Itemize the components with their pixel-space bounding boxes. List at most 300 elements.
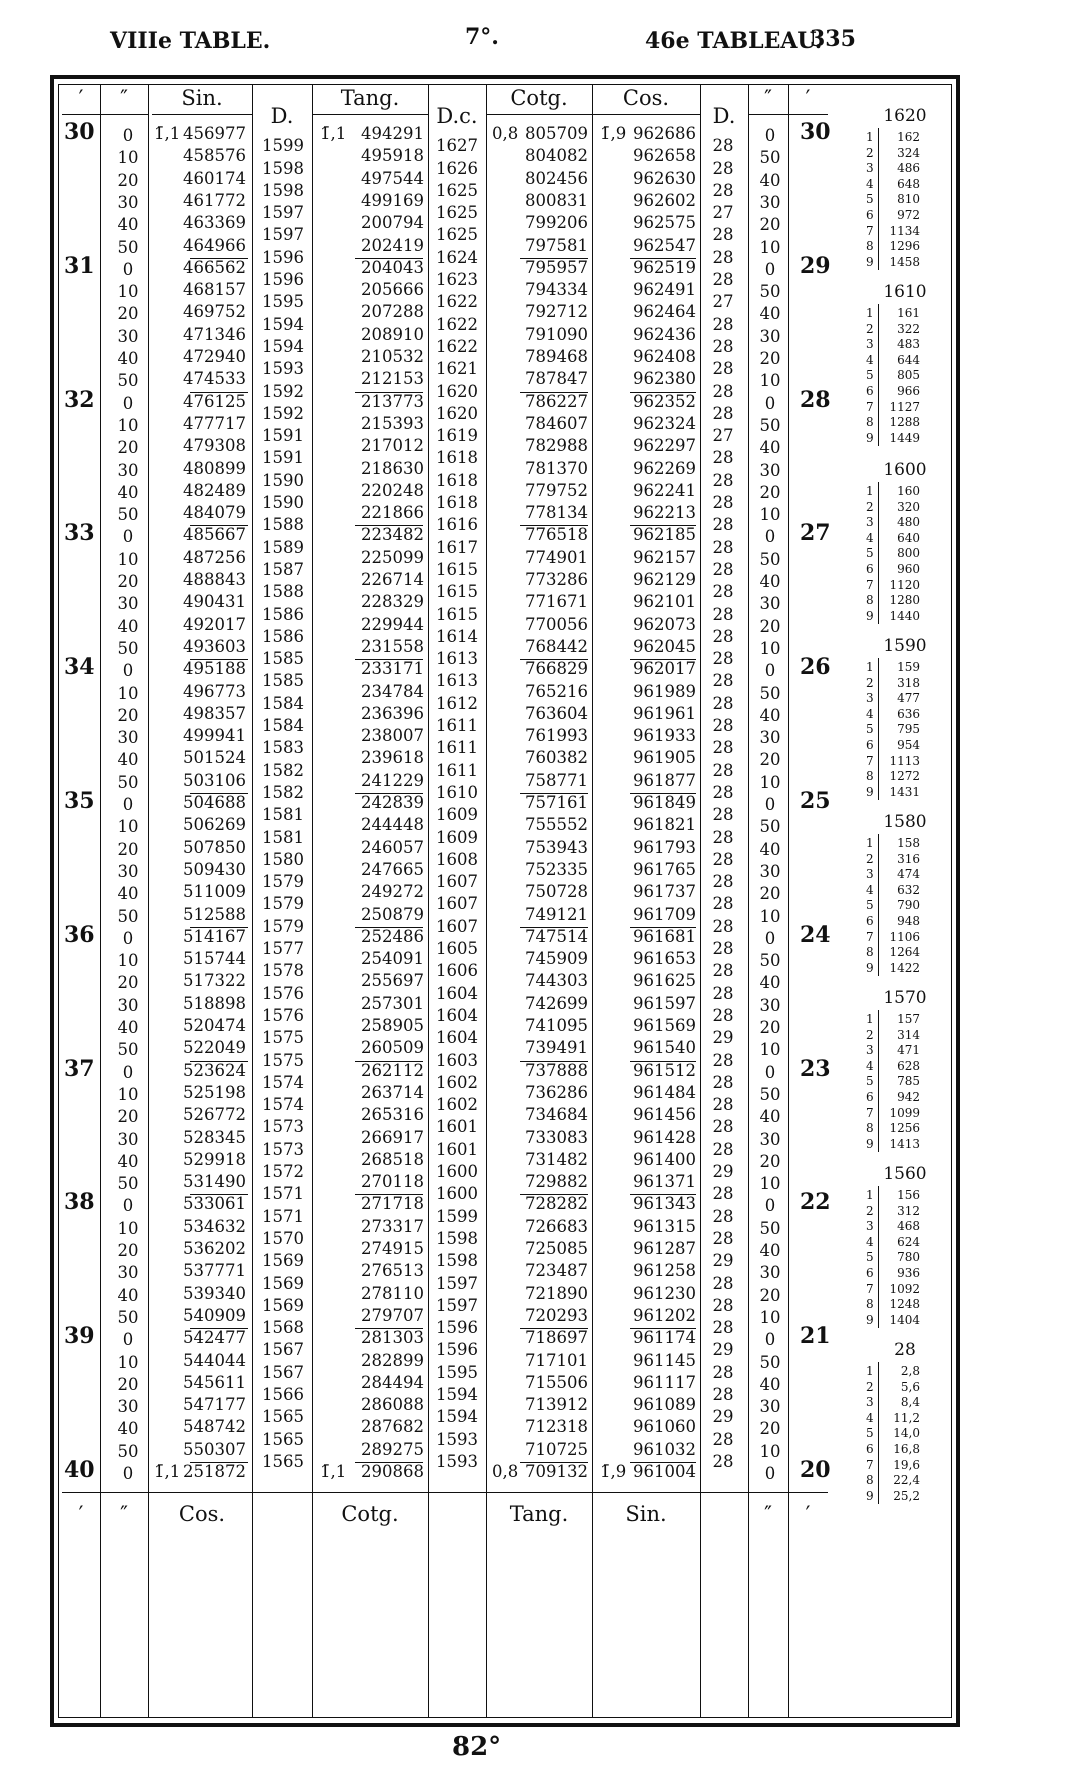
pp-digit: 2	[866, 1203, 874, 1218]
d-c: 1617	[436, 537, 478, 557]
cos-value: 962185	[633, 525, 696, 545]
d-cos: 28	[712, 760, 734, 780]
sin-value: 476125	[183, 391, 246, 411]
tang-value: 212153	[361, 369, 424, 389]
pp-value: 158	[897, 836, 920, 850]
pp-row	[866, 239, 920, 255]
d-cos: 28	[712, 849, 734, 869]
pp-digit: 3	[866, 1219, 874, 1234]
second-right: 50	[759, 1084, 781, 1104]
pp-value: 1431	[889, 784, 920, 799]
pp-row	[866, 384, 920, 400]
second-right: 0	[764, 1464, 776, 1483]
d-cos: 28	[712, 493, 734, 513]
cos-value: 962269	[633, 458, 696, 478]
cotg-value: 768442	[525, 636, 588, 656]
cotg-value: 736286	[525, 1082, 588, 1102]
pp-row	[866, 515, 920, 531]
cotg-value: 749121	[525, 904, 588, 924]
pp-value: 1458	[889, 254, 920, 269]
pp-value: 805	[897, 368, 920, 383]
pp-row	[866, 1137, 920, 1153]
d-cos: 28	[712, 1295, 734, 1315]
tang-value: 234784	[361, 681, 424, 701]
column-header: D.c.	[436, 104, 478, 128]
second-right: 0	[764, 1196, 776, 1216]
tang-value: 287682	[361, 1417, 424, 1437]
column-footer: ″	[120, 1502, 128, 1526]
second-left: 10	[117, 1352, 139, 1372]
cos-value: 961877	[633, 770, 696, 790]
tang-value: 282899	[361, 1350, 424, 1370]
sin-value: 518898	[183, 993, 246, 1013]
cotg-value: 713912	[525, 1395, 588, 1415]
second-right: 30	[759, 326, 781, 346]
tang-value: 208910	[361, 324, 424, 344]
second-right: 0	[764, 126, 776, 145]
tang-value: 497544	[361, 168, 424, 188]
second-left: 40	[117, 1151, 139, 1171]
d-c: 1615	[436, 582, 478, 602]
sin-value: 533061	[183, 1194, 246, 1214]
sin-value: 463369	[183, 213, 246, 233]
d-c: 1625	[436, 203, 478, 223]
d-sin: 1582	[262, 782, 304, 802]
pp-row	[866, 1473, 920, 1489]
d-sin: 1575	[262, 1028, 304, 1048]
second-right: 50	[759, 817, 781, 837]
pp-row	[866, 1266, 920, 1282]
d-c: 1607	[436, 916, 478, 936]
d-c: 1615	[436, 604, 478, 624]
tang-value: 241229	[361, 770, 424, 790]
header-center: 7°.	[465, 24, 499, 50]
pp-digit: 8	[866, 945, 874, 960]
pp-row	[866, 1121, 920, 1137]
d-sin: 1580	[262, 849, 304, 869]
d-sin: 1584	[262, 693, 304, 713]
second-left: 20	[117, 705, 139, 725]
column-header: Cotg.	[510, 86, 568, 110]
pp-digit: 3	[866, 867, 874, 882]
tang-value: 271718	[361, 1194, 424, 1214]
cos-value: 961202	[633, 1305, 696, 1325]
d-cos: 28	[712, 782, 734, 802]
sin-value: 496773	[183, 681, 246, 701]
second-left: 50	[117, 371, 139, 391]
column-header: Sin.	[181, 86, 223, 110]
cotg-value: 771671	[525, 592, 588, 612]
sin-value: 461772	[183, 190, 246, 210]
d-cos: 28	[712, 805, 734, 825]
cos-value: 962045	[633, 636, 696, 656]
minute-right: 29	[800, 252, 831, 279]
pp-digit: 8	[866, 239, 874, 254]
pp-digit: 7	[866, 223, 874, 238]
second-right: 50	[759, 683, 781, 703]
sin-value: 460174	[183, 168, 246, 188]
d-cos: 28	[712, 1451, 734, 1471]
d-c: 1627	[436, 136, 478, 156]
sin-prefix: 1̄,1	[154, 1462, 181, 1481]
d-cos: 29	[712, 1162, 734, 1182]
cotg-value: 791090	[525, 324, 588, 344]
pp-header: 1560	[883, 1164, 927, 1184]
d-cos: 28	[712, 158, 734, 178]
d-sin: 1590	[262, 493, 304, 513]
second-left: 40	[117, 1419, 139, 1439]
pp-row	[866, 500, 920, 516]
cotg-value: 760382	[525, 748, 588, 768]
pp-row	[866, 1282, 920, 1298]
cotg-value: 725085	[525, 1239, 588, 1258]
pp-digit: 4	[866, 176, 874, 191]
pp-row	[866, 754, 920, 770]
d-cos: 28	[712, 336, 734, 356]
pp-digit: 2	[866, 1379, 874, 1394]
d-sin: 1587	[262, 559, 304, 579]
cos-value: 961989	[633, 681, 696, 701]
cos-value: 962658	[633, 146, 696, 166]
pp-digit: 9	[866, 1488, 874, 1503]
minute-right: 20	[800, 1457, 831, 1483]
pp-value: 785	[897, 1074, 920, 1089]
pp-digit: 4	[866, 1410, 874, 1425]
cos-value: 961681	[633, 926, 696, 946]
d-cos: 28	[712, 1273, 734, 1293]
pp-value: 936	[897, 1266, 920, 1280]
minute-right: 25	[800, 788, 831, 814]
tang-value: 246057	[361, 837, 424, 857]
d-sin: 1598	[262, 158, 304, 178]
d-sin: 1576	[262, 1005, 304, 1025]
cos-value: 961905	[633, 748, 696, 768]
d-sin: 1573	[262, 1117, 304, 1137]
sin-value: 504688	[183, 793, 246, 812]
column-footer: ′	[78, 1502, 84, 1526]
pp-digit: 8	[866, 593, 874, 608]
tang-value: 239618	[361, 748, 424, 768]
cotg-value: 782988	[525, 436, 588, 456]
cotg-value: 750728	[525, 882, 588, 902]
second-right: 40	[759, 304, 781, 324]
pp-digit: 1	[866, 484, 874, 498]
second-left: 0	[122, 795, 134, 814]
pp-row	[866, 836, 920, 852]
cos-value: 961653	[633, 949, 696, 969]
cotg-value: 784607	[525, 413, 588, 433]
tang-value: 260509	[361, 1038, 424, 1058]
minute-right: 24	[800, 921, 831, 948]
pp-value: 1296	[889, 239, 920, 254]
d-sin: 1581	[262, 805, 304, 825]
second-left: 50	[117, 1174, 139, 1194]
second-right: 30	[759, 1397, 781, 1417]
pp-header: 1600	[883, 460, 927, 480]
column-header: D.	[712, 104, 736, 128]
pp-value: 471	[897, 1043, 920, 1058]
cos-value: 961089	[633, 1395, 696, 1415]
tang-value: 242839	[361, 793, 424, 812]
sin-value: 468157	[183, 280, 246, 300]
second-right: 10	[759, 638, 781, 658]
pp-digit: 7	[866, 929, 874, 944]
pp-value: 22,4	[893, 1473, 920, 1488]
pp-value: 16,8	[893, 1442, 920, 1456]
pp-digit: 2	[866, 1027, 874, 1042]
d-c: 1594	[436, 1407, 478, 1427]
cotg-value: 800831	[525, 190, 588, 210]
d-sin: 1590	[262, 470, 304, 490]
tang-value: 207288	[361, 302, 424, 322]
cos-value: 961793	[633, 837, 696, 857]
sin-value: 528345	[183, 1127, 246, 1147]
second-left: 10	[117, 1084, 139, 1104]
pp-digit: 1	[866, 306, 874, 320]
second-right: 30	[759, 192, 781, 212]
pp-value: 1413	[889, 1136, 920, 1151]
second-right: 30	[759, 1263, 781, 1283]
d-c: 1618	[436, 493, 478, 513]
sin-value: 534632	[183, 1216, 246, 1236]
second-right: 40	[759, 170, 781, 190]
d-cos: 28	[712, 872, 734, 892]
d-cos: 28	[712, 693, 734, 713]
second-left: 20	[117, 170, 139, 190]
second-left: 0	[122, 393, 134, 413]
pp-digit: 6	[866, 1442, 874, 1456]
d-c: 1619	[436, 426, 478, 446]
second-right: 40	[759, 973, 781, 993]
pp-row	[866, 1411, 920, 1427]
second-right: 0	[764, 928, 776, 948]
sin-value: 523624	[183, 1060, 246, 1080]
second-left: 30	[117, 1129, 139, 1149]
pp-row	[866, 337, 920, 353]
pp-digit: 6	[866, 738, 874, 752]
pp-digit: 3	[866, 161, 874, 176]
second-left: 20	[117, 572, 139, 591]
d-sin: 1596	[262, 270, 304, 290]
pp-digit: 8	[866, 1121, 874, 1136]
pp-value: 320	[897, 499, 920, 514]
d-cos: 28	[712, 1184, 734, 1204]
tang-value: 249272	[361, 882, 424, 902]
cotg-value: 786227	[525, 391, 588, 411]
pp-digit: 2	[866, 145, 874, 160]
second-left: 0	[122, 1330, 134, 1350]
cos-value: 962686	[633, 124, 696, 143]
cotg-prefix: 0,8	[492, 1462, 519, 1481]
pp-value: 1264	[889, 945, 920, 960]
cotg-value: 737888	[525, 1060, 588, 1080]
second-left: 50	[117, 772, 139, 792]
minute-left: 39	[64, 1323, 95, 1350]
pp-row	[866, 224, 920, 240]
tang-value: 200794	[361, 213, 424, 233]
sin-value: 525198	[183, 1082, 246, 1102]
d-c: 1609	[436, 805, 478, 825]
second-right: 0	[764, 259, 776, 279]
pp-digit: 9	[866, 960, 874, 975]
tang-value: 236396	[361, 703, 424, 723]
pp-value: 795	[897, 722, 920, 737]
pp-digit: 5	[866, 898, 874, 913]
tang-prefix: 1̄,1	[320, 124, 347, 143]
d-c: 1598	[436, 1251, 478, 1271]
second-left: 40	[117, 750, 139, 770]
pp-value: 628	[897, 1058, 920, 1073]
pp-row	[866, 1235, 920, 1251]
column-footer: Sin.	[625, 1502, 667, 1526]
tang-value: 204043	[361, 257, 424, 277]
pp-value: 1404	[889, 1312, 920, 1327]
d-sin: 1588	[262, 515, 304, 535]
column-rule	[428, 84, 429, 1718]
d-sin: 1598	[262, 180, 304, 200]
d-c: 1616	[436, 515, 478, 535]
pp-header: 1580	[883, 812, 927, 832]
tang-value: 273317	[361, 1216, 424, 1236]
second-right: 50	[759, 415, 781, 435]
pp-row	[866, 1074, 920, 1090]
d-cos: 28	[712, 738, 734, 758]
sin-value: 522049	[183, 1038, 246, 1058]
cos-value: 961117	[633, 1372, 696, 1392]
pp-digit: 9	[866, 254, 874, 269]
d-c: 1613	[436, 671, 478, 691]
second-right: 10	[759, 371, 781, 391]
column-rule	[100, 84, 101, 1718]
cotg-value: 765216	[525, 681, 588, 701]
pp-digit: 8	[866, 1473, 874, 1488]
tang-prefix: 1̄,1	[320, 1462, 347, 1481]
header-rule	[152, 114, 252, 115]
cos-value: 962602	[633, 190, 696, 210]
pp-digit: 2	[866, 499, 874, 514]
cos-value: 962017	[633, 659, 696, 679]
pp-digit: 5	[866, 1426, 874, 1441]
tang-value: 266917	[361, 1127, 424, 1147]
pp-row	[866, 722, 920, 738]
pp-value: 1106	[889, 929, 920, 944]
pp-row	[866, 1297, 920, 1313]
header-rule	[486, 114, 700, 115]
pp-value: 162	[897, 130, 920, 144]
second-right: 20	[759, 750, 781, 770]
cos-prefix: 1̄,9	[600, 124, 627, 143]
second-right: 10	[759, 1441, 781, 1461]
d-c: 1607	[436, 872, 478, 892]
pp-value: 942	[897, 1090, 920, 1104]
cos-value: 961371	[633, 1172, 696, 1192]
pp-row	[866, 1250, 920, 1266]
pp-value: 1248	[889, 1297, 920, 1312]
cotg-value: 787847	[525, 369, 588, 389]
header-left: VIIIe TABLE.	[110, 28, 271, 54]
column-header: ″	[764, 86, 772, 110]
d-sin: 1591	[262, 448, 304, 468]
cos-value: 962547	[633, 235, 696, 255]
second-left: 10	[117, 1218, 139, 1238]
pp-row	[866, 1426, 920, 1442]
minute-right: 28	[800, 386, 831, 413]
pp-row	[866, 769, 920, 785]
second-left: 30	[117, 192, 139, 212]
second-right: 40	[759, 705, 781, 725]
second-right: 40	[759, 1241, 781, 1260]
second-left: 0	[122, 1464, 134, 1483]
d-c: 1608	[436, 849, 478, 869]
d-sin: 1589	[262, 537, 304, 557]
second-left: 0	[122, 1062, 134, 1082]
d-sin: 1569	[262, 1273, 304, 1293]
column-header: ′	[805, 86, 811, 110]
d-cos: 28	[712, 894, 734, 914]
d-c: 1625	[436, 180, 478, 200]
tang-value: 254091	[361, 949, 424, 969]
second-right: 20	[759, 1419, 781, 1439]
pp-value: 486	[897, 161, 920, 176]
d-c: 1599	[436, 1206, 478, 1226]
second-left: 0	[122, 126, 134, 145]
d-cos: 28	[712, 649, 734, 669]
sin-value: 526772	[183, 1105, 246, 1125]
minute-left: 34	[64, 654, 95, 681]
cos-value: 961428	[633, 1127, 696, 1147]
header-rule	[748, 114, 828, 115]
second-right: 50	[759, 549, 781, 569]
pp-digit: 1	[866, 1188, 874, 1202]
d-cos: 28	[712, 136, 734, 156]
d-sin: 1569	[262, 1251, 304, 1271]
pp-digit: 3	[866, 337, 874, 352]
cos-value: 962436	[633, 324, 696, 344]
d-sin: 1574	[262, 1072, 304, 1092]
second-left: 10	[117, 148, 139, 168]
tang-value: 215393	[361, 413, 424, 433]
second-left: 50	[117, 906, 139, 926]
d-sin: 1567	[262, 1362, 304, 1382]
column-header: D.	[270, 104, 294, 128]
sin-value: 464966	[183, 235, 246, 255]
d-c: 1624	[436, 247, 478, 267]
cos-value: 962129	[633, 570, 696, 589]
cotg-value: 747514	[525, 926, 588, 946]
sin-value: 480899	[183, 458, 246, 478]
second-right: 20	[759, 215, 781, 235]
tang-value: 499169	[361, 190, 424, 210]
pp-row	[866, 914, 920, 930]
sin-value: 479308	[183, 436, 246, 456]
pp-value: 1280	[889, 593, 920, 608]
d-cos: 28	[712, 961, 734, 981]
pp-value: 11,2	[893, 1410, 920, 1425]
d-sin: 1579	[262, 894, 304, 914]
second-left: 10	[117, 549, 139, 569]
tang-value: 226714	[361, 570, 424, 589]
d-sin: 1573	[262, 1139, 304, 1159]
tang-value: 223482	[361, 525, 424, 545]
d-c: 1626	[436, 158, 478, 178]
cos-value: 961821	[633, 815, 696, 835]
d-c: 1600	[436, 1162, 478, 1182]
second-right: 0	[764, 393, 776, 413]
d-sin: 1572	[262, 1162, 304, 1182]
pp-value: 314	[897, 1027, 920, 1042]
pp-digit: 5	[866, 368, 874, 383]
d-c: 1600	[436, 1184, 478, 1204]
